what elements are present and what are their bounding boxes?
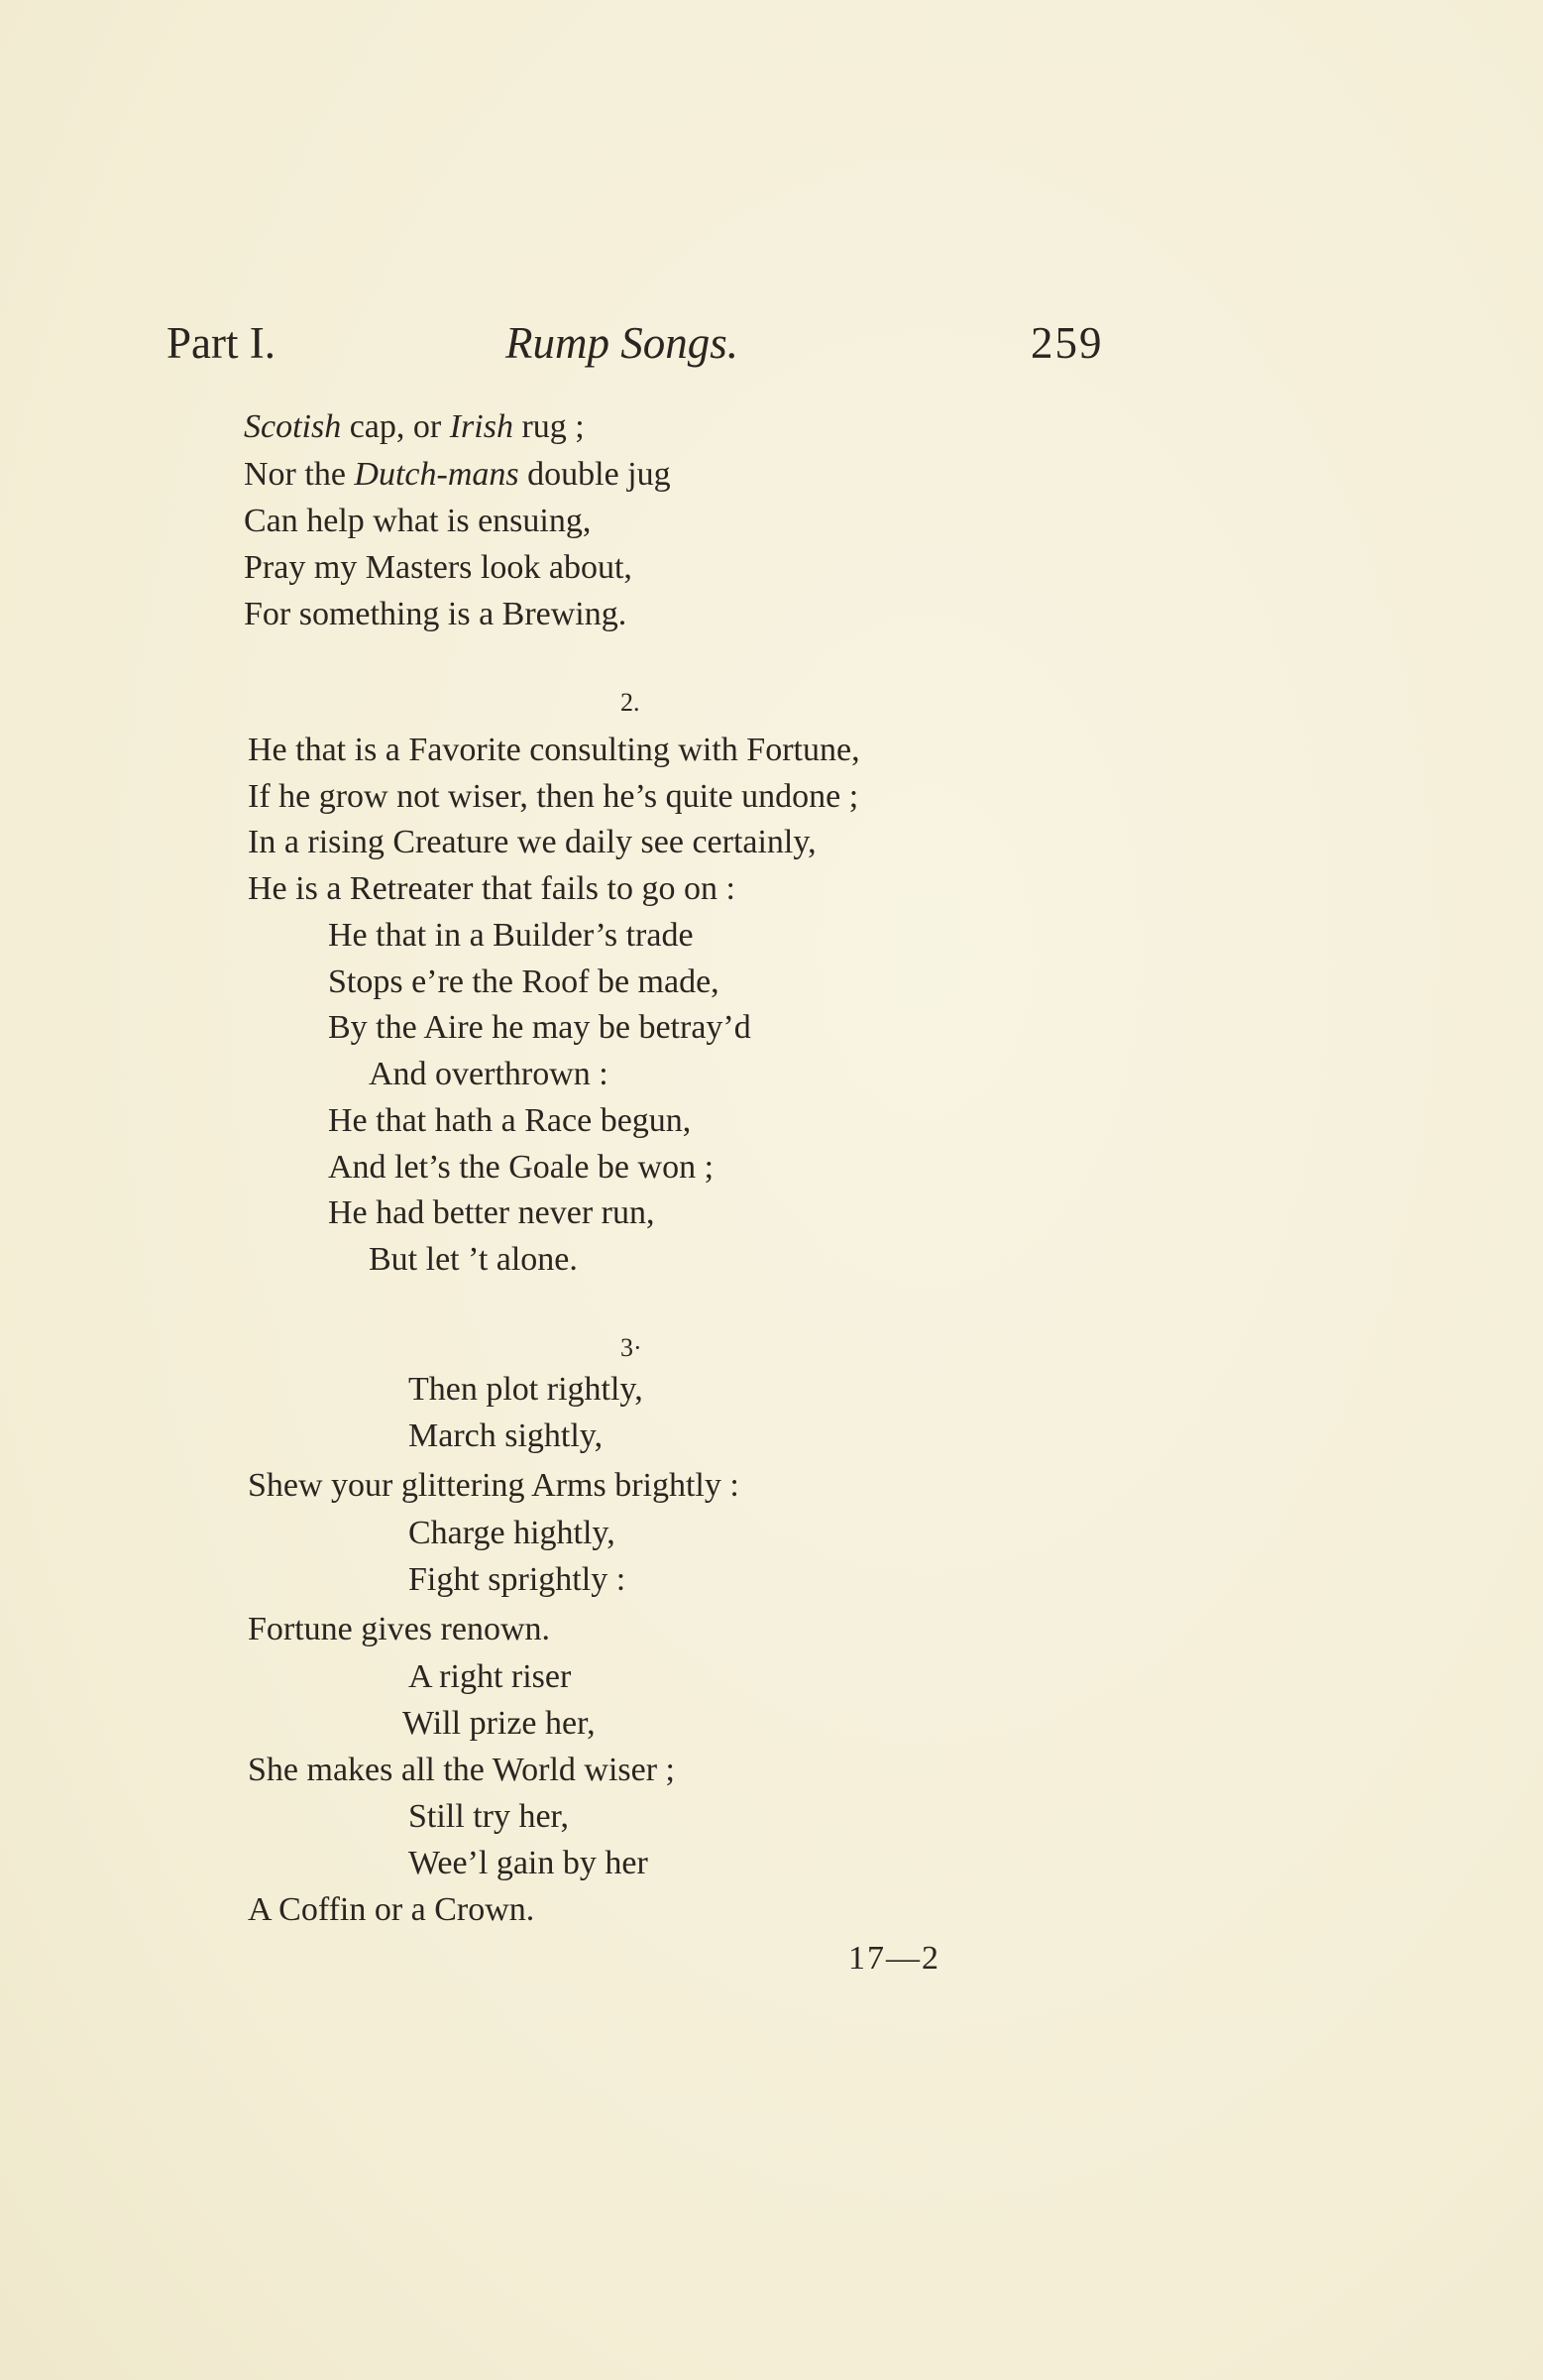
verse-text: rug ;: [512, 408, 585, 445]
signature-mark: 17—2: [848, 1940, 940, 1977]
verse-line: And let’s the Goale be won ;: [328, 1149, 715, 1186]
verse-line: A right riser: [408, 1658, 572, 1695]
verse-line: Stops e’re the Roof be made,: [328, 963, 719, 1000]
verse-line: He that in a Builder’s trade: [328, 917, 694, 954]
verse-line: He that is a Favorite consulting with Fortune,: [248, 732, 860, 768]
verse-line: In a rising Creature we daily see certainly,: [248, 824, 817, 860]
verse-line: [244, 404, 585, 450]
verse-line: March sightly,: [408, 1417, 604, 1454]
verse-line: Fight sprightly :: [408, 1561, 626, 1598]
verse-line: [244, 452, 671, 498]
verse-line: Charge hightly,: [408, 1515, 615, 1551]
verse-line: Can help what is ensuing,: [244, 503, 592, 539]
verse-line: Shew your glittering Arms brightly :: [248, 1467, 739, 1504]
stanza-number: 2.: [620, 688, 640, 717]
verse-line: Wee’l gain by her: [408, 1845, 648, 1881]
verse-text: cap, or: [341, 408, 450, 445]
verse-line: If he grow not wiser, then he’s quite undone ;: [248, 778, 859, 815]
verse-line: She makes all the World wiser ;: [248, 1752, 675, 1788]
verse-line: By the Aire he may be betray’d: [328, 1009, 751, 1046]
verse-line: Pray my Masters look about,: [244, 549, 632, 586]
verse-word-scotish: Scotish: [244, 408, 342, 445]
verse-text: double jug: [518, 456, 671, 493]
verse-line: And overthrown :: [369, 1056, 608, 1092]
verse-line: Still try her,: [408, 1798, 570, 1835]
verse-word-irish: Irish: [449, 408, 513, 445]
running-head-title: Rump Songs.: [505, 318, 738, 368]
verse-line: For something is a Brewing.: [244, 596, 627, 632]
verse-line: But let ’t alone.: [369, 1241, 578, 1278]
verse-line: Will prize her,: [402, 1705, 596, 1742]
verse-line: He is a Retreater that fails to go on :: [248, 870, 735, 907]
verse-line: He that hath a Race begun,: [328, 1102, 692, 1139]
verse-line: Fortune gives renown.: [248, 1611, 551, 1647]
page-number: 259: [1031, 318, 1104, 368]
verse-line: Then plot rightly,: [408, 1371, 643, 1408]
stanza-number: 3·: [620, 1333, 642, 1362]
verse-line: A Coffin or a Crown.: [248, 1891, 535, 1928]
verse-line: He had better never run,: [328, 1194, 655, 1231]
running-head-part: Part I.: [166, 318, 276, 368]
verse-word-dutchmans: Dutch-mans: [354, 456, 519, 493]
verse-text: Nor the: [244, 456, 355, 493]
